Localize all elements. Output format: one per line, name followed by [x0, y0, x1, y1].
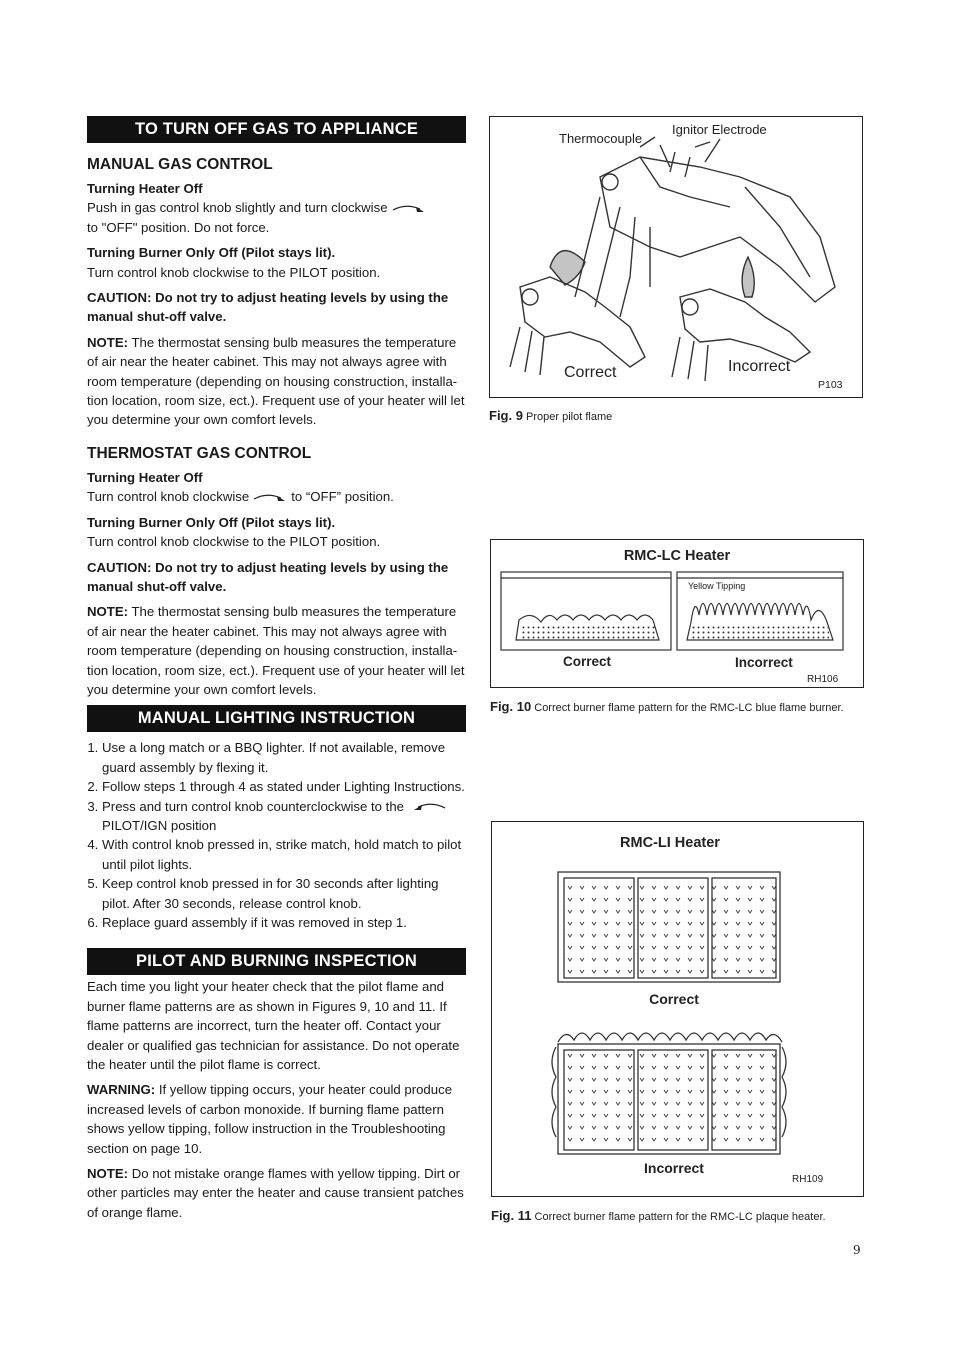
left-column — [87, 116, 467, 1228]
manual-off-line2: to "OFF" position. Do not force. — [87, 219, 270, 235]
heading-thermostat-gas-control: THERMOSTAT GAS CONTROL — [87, 444, 312, 462]
list-item: 3. Press and turn control knob counterclockwise to the PILOT/IGN position — [102, 797, 467, 836]
rmc-lc-burner-illustration — [491, 540, 863, 687]
inspection-note: NOTE: Do not mistake orange flames with yellow tipping. Dirt or other particles may enter the heater and cause transient patches of orange flame. — [87, 1166, 464, 1220]
manual-burner-text: Turn control knob clockwise to the PILOT position. — [87, 264, 381, 280]
thermo-burner-heading: Turning Burner Only Off (Pilot stays lit). — [87, 514, 336, 530]
label-thermocouple: Thermocouple — [559, 131, 643, 146]
figure-code: P103 — [818, 379, 843, 391]
fig11-label-correct: Correct — [649, 991, 699, 1007]
clockwise-arrow-icon — [392, 203, 426, 215]
clockwise-arrow-icon — [253, 492, 287, 504]
section-title-pilot-inspection: PILOT AND BURNING INSPECTION — [87, 948, 466, 975]
thermo-off-line: Turn control knob clockwise to “OFF” position. — [87, 489, 394, 505]
manual-note: NOTE: The thermostat sensing bulb measures the temperature of air near the heater cabinet. This may not always agree with room temperature (depending on housing construction, installa- tion location, room size, ect.). Frequent use of your heater will let you determine your own comfort levels. — [87, 334, 465, 428]
fig10-code: RH106 — [807, 674, 839, 685]
pilot-assembly-illustration — [490, 117, 862, 397]
manual-off-heading: Turning Heater Off — [87, 181, 203, 196]
figure-11-caption: Fig. 11 Correct burner flame pattern for the RMC-LC plaque heater. — [491, 1208, 826, 1223]
list-item: 6. Replace guard assembly if it was removed in step 1. — [102, 913, 467, 932]
fig10-label-correct: Correct — [563, 654, 612, 669]
figure-11-rmc-li — [491, 821, 864, 1197]
rmc-li-plaque-illustration — [492, 822, 863, 1196]
label-correct: Correct — [564, 364, 617, 381]
label-ignitor-electrode: Ignitor Electrode — [672, 122, 767, 137]
thermo-off-block — [87, 468, 467, 507]
counterclockwise-arrow-icon — [412, 801, 446, 813]
lighting-steps-list — [87, 738, 467, 932]
label-incorrect: Incorrect — [728, 358, 791, 375]
figure-9-pilot-flame — [489, 116, 863, 398]
fig11-title: RMC-LI Heater — [620, 835, 720, 851]
manual-off-line1: Push in gas control knob slightly and turn clockwise — [87, 198, 467, 217]
figure-10-rmc-lc — [490, 539, 864, 688]
inspection-paragraph: Each time you light your heater check that the pilot flame and burner flame patterns are as shown in Figures 9, 10 and 11. If flame patterns are incorrect, turn the heater off. Contact your dealer or qualified gas technician for assistance. Do not operate the heater until the pilot flame is correct. — [87, 979, 460, 1073]
manual-caution: CAUTION: Do not try to adjust heating levels by using the manual shut-off valve. — [87, 290, 449, 325]
manual-burner-heading: Turning Burner Only Off (Pilot stays lit). — [87, 245, 336, 261]
thermo-note: NOTE: The thermostat sensing bulb measures the temperature of air near the heater cabinet. This may not always agree with room temperature (depending on housing construction, installa- tion location, room size, ect.). Frequent use of your heater will let you determine your own comfort levels. — [87, 604, 465, 697]
manual-off-block — [87, 179, 467, 237]
thermo-burner-block — [87, 513, 467, 552]
manual-burner-block — [87, 243, 467, 282]
section-title-turn-off: TO TURN OFF GAS TO APPLIANCE — [87, 116, 466, 143]
thermo-off-heading: Turning Heater Off — [87, 469, 203, 485]
list-item: 1. Use a long match or a BBQ lighter. If not available, remove guard assembly by flexing it. — [102, 738, 467, 777]
section-title-manual-lighting: MANUAL LIGHTING INSTRUCTION — [87, 705, 466, 732]
fig11-label-incorrect: Incorrect — [644, 1160, 704, 1176]
inspection-warning: WARNING: If yellow tipping occurs, your heater could produce increased levels of carbon monoxide. If burning flame pattern shows yellow tipping, follow instruction in the Troubleshooting section on page 10. — [87, 1082, 453, 1156]
figure-9-caption: Fig. 9 Proper pilot flame — [489, 408, 613, 423]
list-item: 2. Follow steps 1 through 4 as stated under Lighting Instructions. — [102, 777, 467, 796]
heading-manual-gas-control: MANUAL GAS CONTROL — [87, 156, 273, 173]
fig10-label-incorrect: Incorrect — [735, 655, 793, 670]
list-item: 4. With control knob pressed in, strike match, hold match to pilot until pilot lights. — [102, 835, 467, 874]
list-item: 5. Keep control knob pressed in for 30 seconds after lighting pilot. After 30 seconds, release control knob. — [102, 874, 467, 913]
thermo-burner-text: Turn control knob clockwise to the PILOT position. — [87, 534, 381, 550]
figure-10-caption: Fig. 10 Correct burner flame pattern for the RMC-LC blue flame burner. — [490, 699, 844, 714]
fig11-code: RH109 — [792, 1174, 824, 1185]
label-yellow-tipping: Yellow Tipping — [688, 581, 746, 591]
fig10-title: RMC-LC Heater — [623, 548, 731, 564]
thermo-caution: CAUTION: Do not try to adjust heating levels by using the manual shut-off valve. — [87, 559, 449, 594]
page-number: 9 — [853, 1243, 861, 1257]
